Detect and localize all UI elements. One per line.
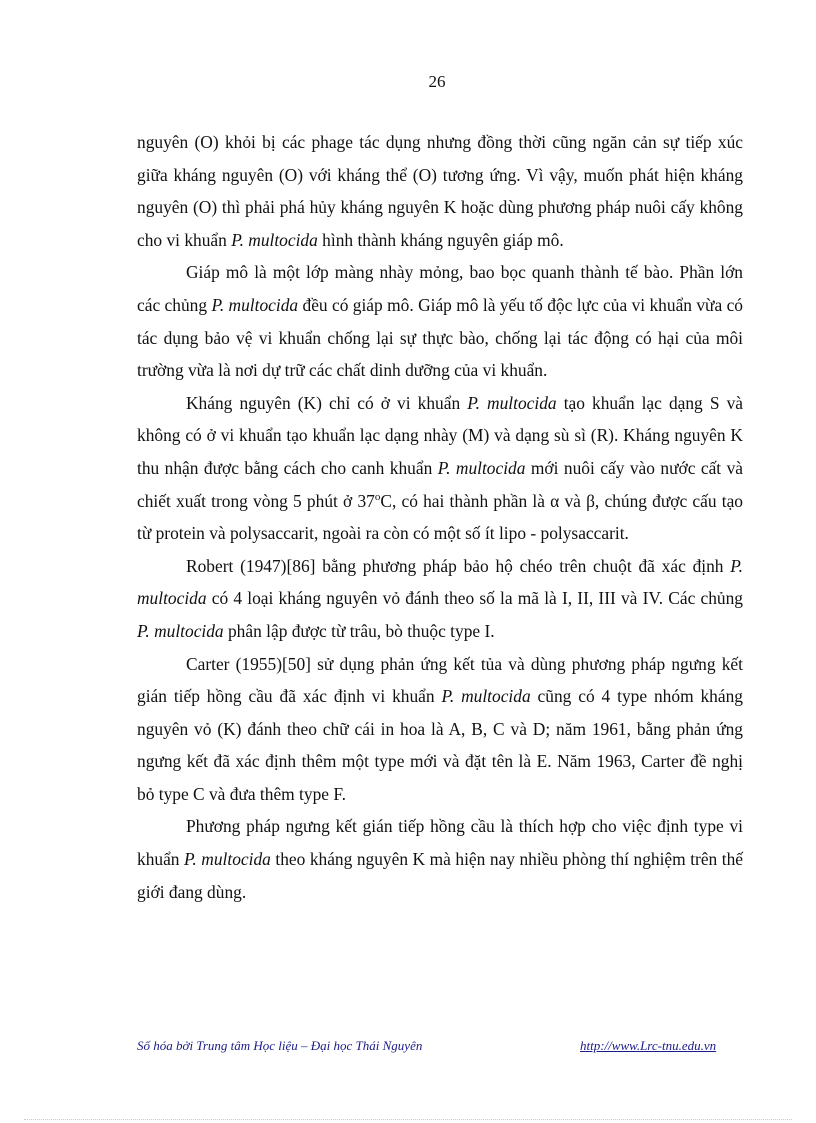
page-number: 26 — [428, 72, 446, 91]
species-name: P. multocida — [137, 620, 224, 641]
paragraph-1: nguyên (O) khỏi bị các phage tác dụng nhưng đồng thời cũng ngăn cản sự tiếp xúc giữa kháng nguyên (O) với kháng thể (O) tương ứng. Vì vậy, muốn phát hiện kháng nguyên (O) thì phải phá hủy kháng nguyên K hoặc dùng phương pháp nuôi cấy không cho vi khuẩn P. multocida hình thành kháng nguyên giáp mô. — [137, 132, 743, 250]
paragraph-5: Carter (1955)[50] sử dụng phản ứng kết tủa và dùng phương pháp ngưng kết gián tiếp hồng cầu đã xác định vi khuẩn P. multocida cũng có 4 type nhóm kháng nguyên vỏ (K) đánh theo chữ cái in hoa là A, B, C và D; năm 1961, bằng phản ứng ngưng kết đã xác định thêm một type mới và đặt tên là E. Năm 1963, Carter đề nghị bỏ type C và đưa thêm type F. — [137, 653, 743, 804]
species-name: P. multocida — [437, 457, 526, 478]
species-name: P. multocida — [211, 294, 299, 315]
degree-sign: o — [374, 490, 381, 503]
paragraph-6: Phương pháp ngưng kết gián tiếp hồng cầu là thích hợp cho việc định type vi khuẩn P. multocida theo kháng nguyên K mà hiện nay nhiều phòng thí nghiệm trên thế giới đang dùng. — [137, 816, 743, 902]
species-name: P. multocida — [231, 229, 318, 250]
footer-source: Số hóa bởi Trung tâm Học liệu – Đại học Thái Nguyên — [137, 1038, 423, 1053]
paragraph-3: Kháng nguyên (K) chỉ có ở vi khuẩn P. multocida tạo khuẩn lạc dạng S và không có ở vi khuẩn tạo khuẩn lạc dạng nhày (M) và dạng sù sì (R). Kháng nguyên K thu nhận được bằng cách cho canh khuẩn P. multocida mới nuôi cấy vào nước cất và chiết xuất trong vòng 5 phút ở 37$^o$C, có hai thành phần là α và β, chúng được cấu tạo từ protein và polysaccarit, ngoài ra còn có một số ít lipo - polysaccarit. — [137, 392, 743, 544]
species-name: P. multocida — [184, 849, 271, 870]
page-bottom-divider — [24, 1119, 792, 1120]
species-name: P. multocida — [441, 686, 531, 707]
species-name: P. multocida — [467, 392, 557, 413]
species-name: P. multocida — [137, 555, 743, 609]
paragraph-2: Giáp mô là một lớp màng nhày mỏng, bao bọc quanh thành tế bào. Phần lớn các chủng P. multocida đều có giáp mô. Giáp mô là yếu tố độc lực của vi khuẩn vừa có tác dụng bảo vệ vi khuẩn chống lại sự thực bào, chống lại tác động có hại của môi trường vừa là nơi dự trữ các chất dinh dưỡng của vi khuẩn. — [137, 262, 743, 381]
footer-link[interactable]: http://www.Lrc-tnu.edu.vn — [580, 1038, 717, 1053]
paragraph-4: Robert (1947)[86] bằng phương pháp bảo hộ chéo trên chuột đã xác định P. multocida có 4 loại kháng nguyên vỏ đánh theo số la mã là I, II, III và IV. Các chủng P. multocida phân lập được từ trâu, bò thuộc type I. — [137, 555, 743, 641]
document-body — [137, 126, 743, 908]
